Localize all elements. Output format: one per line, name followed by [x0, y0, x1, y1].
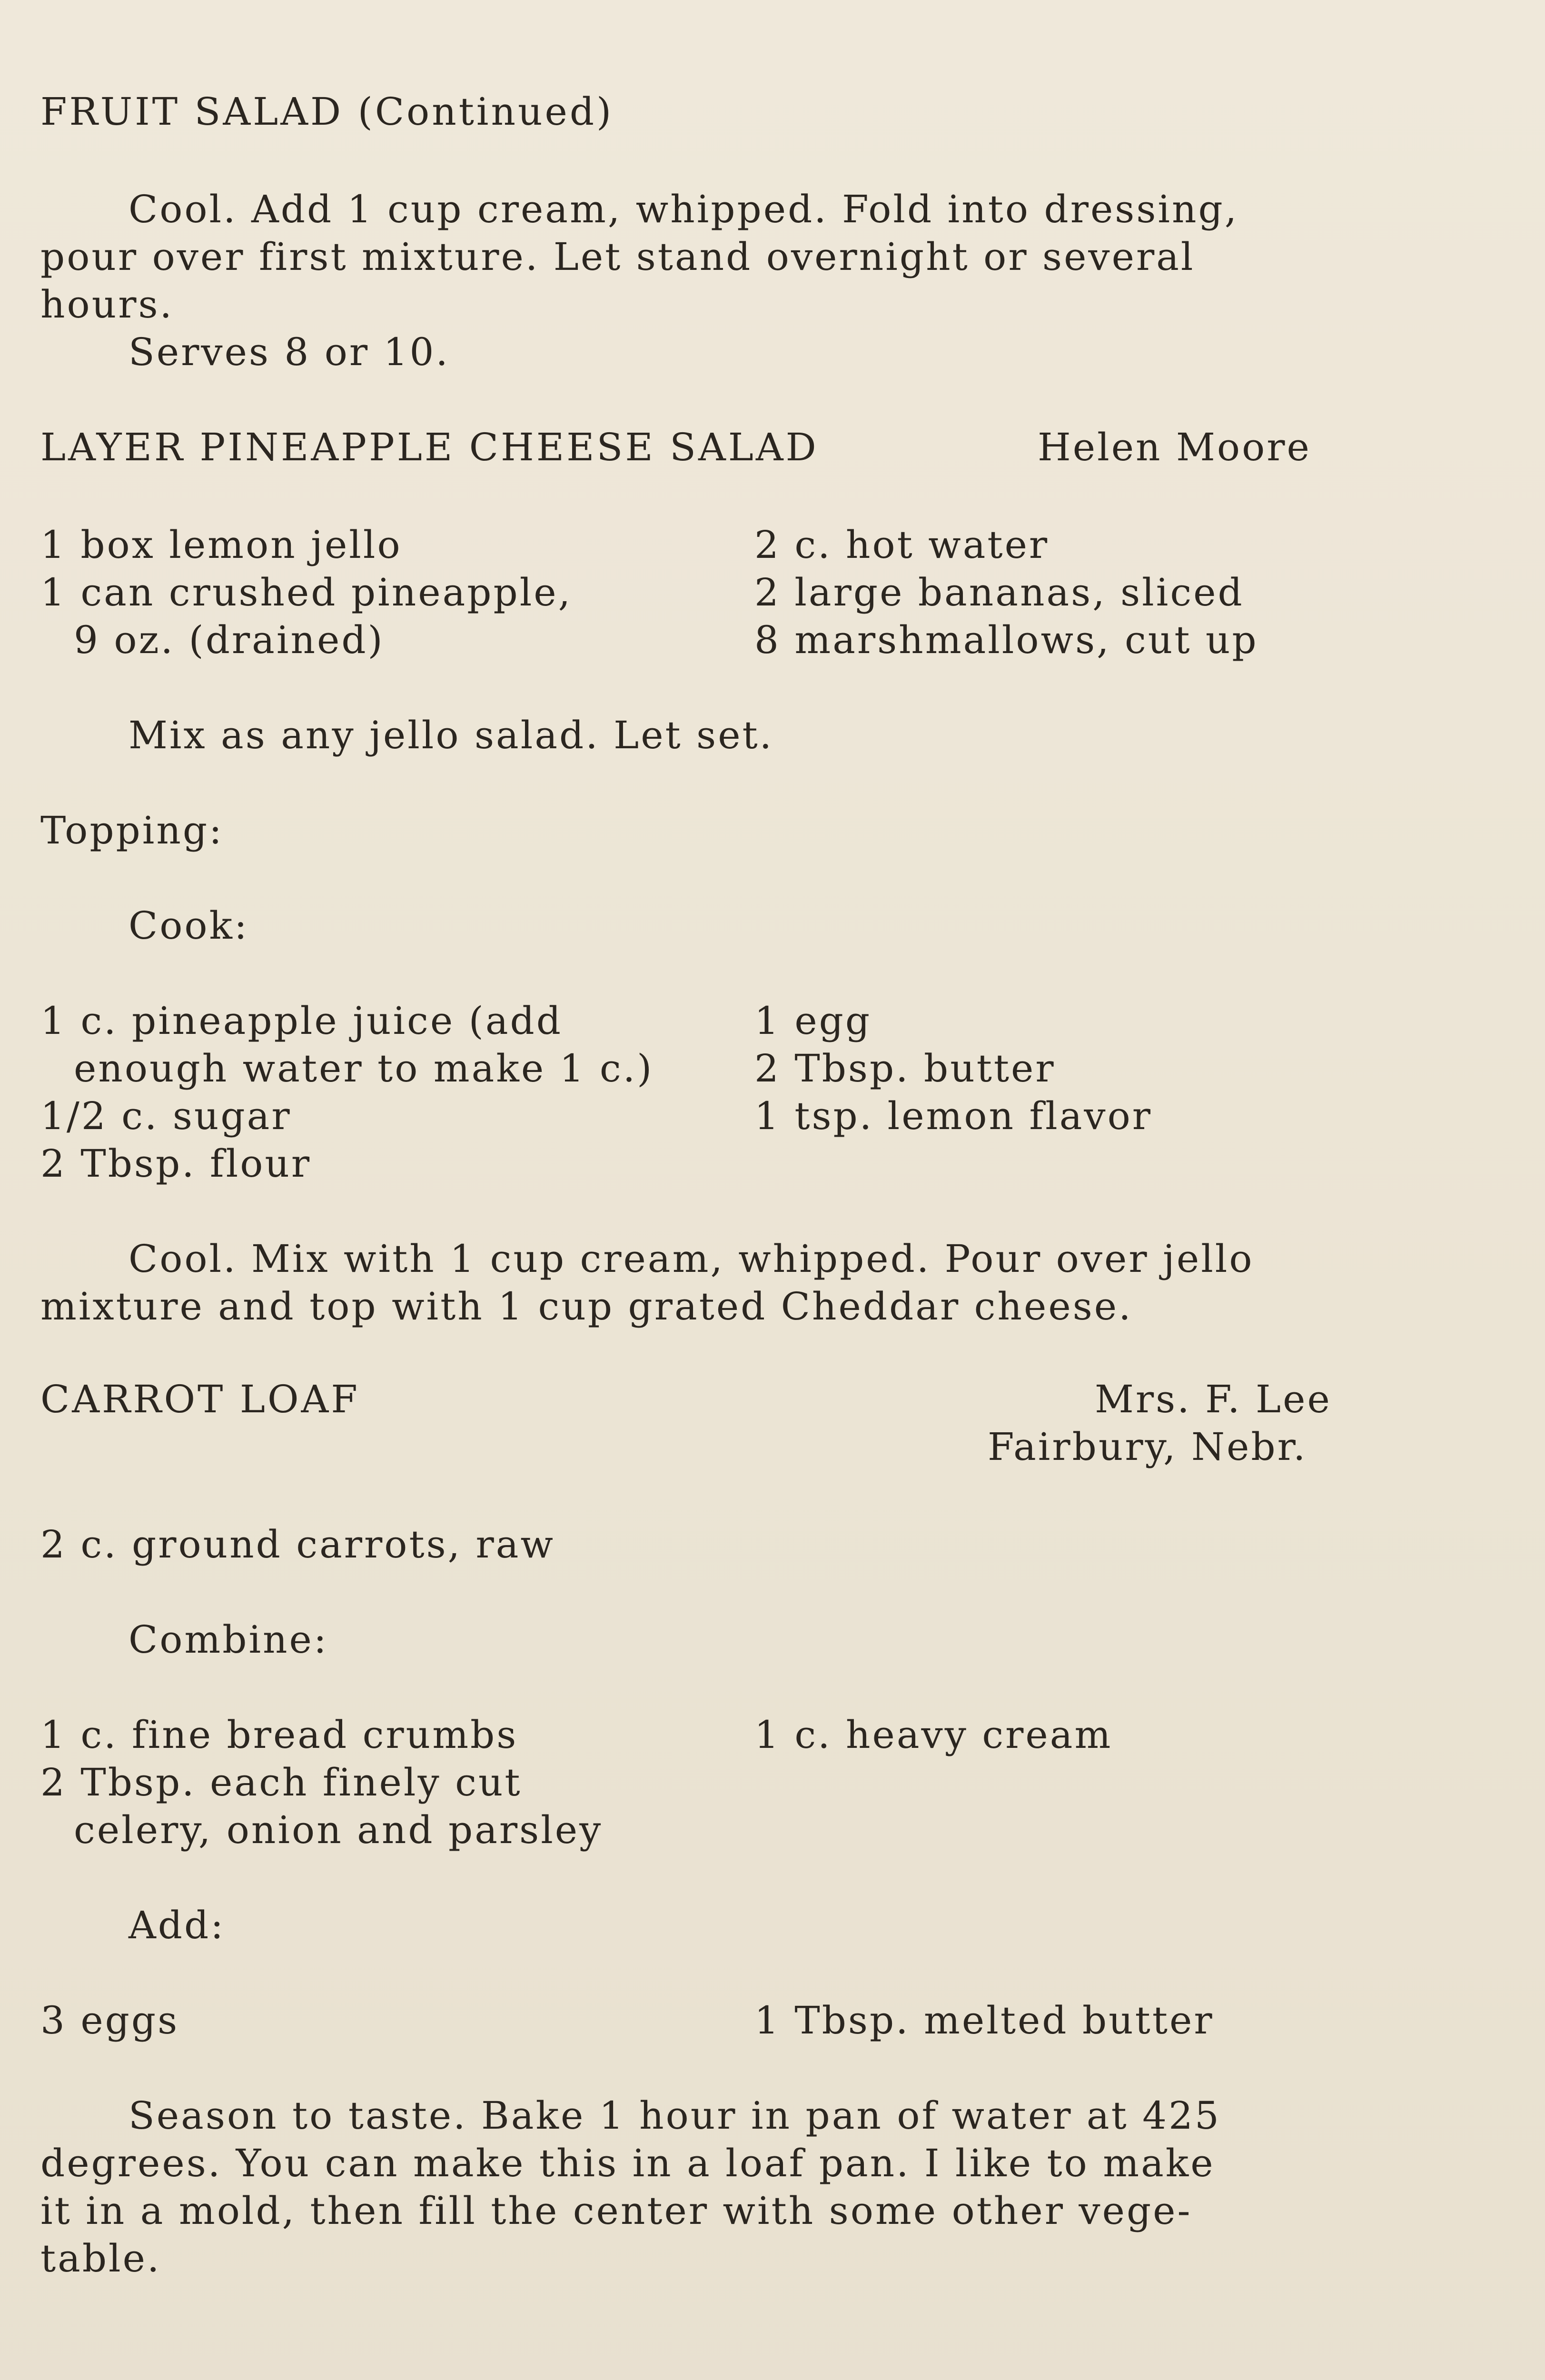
add-left: 3 eggs	[40, 1998, 179, 2043]
ingredient-right-3: 8 marshmallows, cut up	[754, 618, 1258, 662]
carrot-loaf-location: Fairbury, Nebr.	[988, 1425, 1307, 1469]
carrot-loaf-final-3: it in a mold, then fill the center with some other vege-	[40, 2189, 1192, 2233]
cook-label: Cook:	[129, 903, 249, 948]
fruit-salad-line-3: hours.	[40, 282, 174, 327]
topping-label: Topping:	[40, 808, 224, 853]
ingredient-right-1: 2 c. hot water	[754, 523, 1050, 567]
topping-left-3: 1/2 c. sugar	[40, 1094, 292, 1138]
fruit-salad-heading: FRUIT SALAD (Continued)	[40, 89, 614, 134]
topping-left-1: 1 c. pineapple juice (add	[40, 999, 563, 1043]
ingredient-left-1: 1 box lemon jello	[40, 523, 402, 567]
topping-left-4: 2 Tbsp. flour	[40, 1141, 312, 1186]
combine-left-3: celery, onion and parsley	[74, 1808, 603, 1852]
topping-right-1: 1 egg	[754, 999, 872, 1043]
carrot-loaf-heading: CARROT LOAF	[40, 1377, 360, 1421]
pineapple-cheese-final-1: Cool. Mix with 1 cup cream, whipped. Pour over jello	[129, 1237, 1254, 1281]
fruit-salad-line-2: pour over first mixture. Let stand overnight or several	[40, 235, 1195, 279]
fruit-salad-line-1: Cool. Add 1 cup cream, whipped. Fold into dressing,	[129, 187, 1239, 231]
combine-label: Combine:	[129, 1617, 328, 1662]
combine-right-1: 1 c. heavy cream	[754, 1713, 1113, 1757]
add-right: 1 Tbsp. melted butter	[754, 1998, 1214, 2043]
carrot-ingredient: 2 c. ground carrots, raw	[40, 1522, 555, 1567]
pineapple-cheese-instruction: Mix as any jello salad. Let set.	[129, 713, 774, 757]
carrot-loaf-final-2: degrees. You can make this in a loaf pan. I like to make	[40, 2141, 1215, 2185]
fruit-salad-serves: Serves 8 or 10.	[129, 330, 450, 374]
ingredient-right-2: 2 large bananas, sliced	[754, 570, 1244, 615]
ingredient-left-2: 1 can crushed pineapple,	[40, 570, 573, 615]
pineapple-cheese-author: Helen Moore	[1038, 425, 1311, 469]
topping-right-2: 2 Tbsp. butter	[754, 1046, 1056, 1091]
pineapple-cheese-final-2: mixture and top with 1 cup grated Cheddar cheese.	[40, 1284, 1133, 1329]
topping-left-2: enough water to make 1 c.)	[74, 1046, 654, 1091]
pineapple-cheese-heading: LAYER PINEAPPLE CHEESE SALAD	[40, 425, 819, 469]
combine-left-1: 1 c. fine bread crumbs	[40, 1713, 518, 1757]
combine-left-2: 2 Tbsp. each finely cut	[40, 1760, 522, 1805]
ingredient-left-3: 9 oz. (drained)	[74, 618, 385, 662]
carrot-loaf-author: Mrs. F. Lee	[1095, 1377, 1332, 1421]
topping-right-3: 1 tsp. lemon flavor	[754, 1094, 1152, 1138]
carrot-loaf-final-4: table.	[40, 2236, 161, 2281]
add-label: Add:	[129, 1903, 226, 1947]
carrot-loaf-final-1: Season to taste. Bake 1 hour in pan of water at 425	[129, 2093, 1221, 2138]
